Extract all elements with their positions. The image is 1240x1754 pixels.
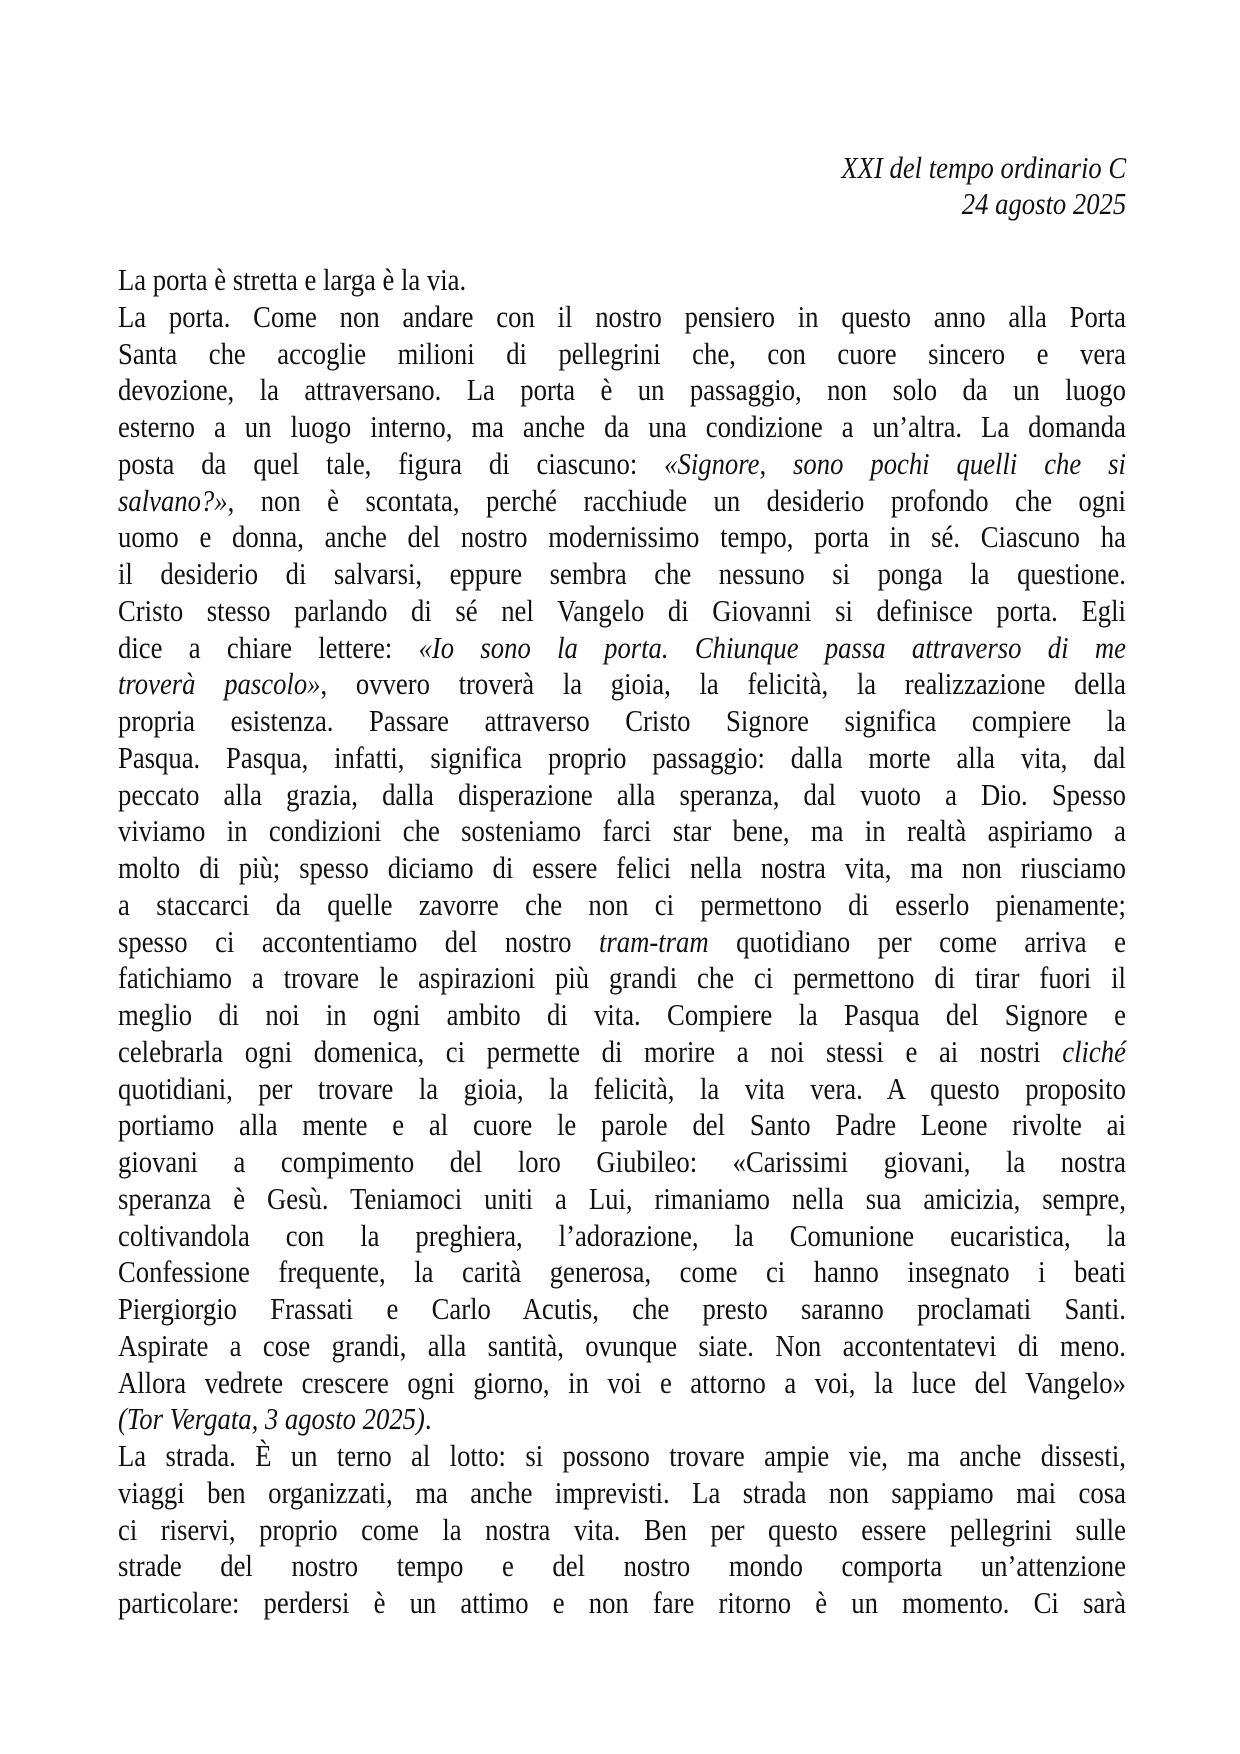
- text-segment: propria esistenza. Passare attraverso Cristo Signore significa compiere la: [118, 703, 1126, 738]
- text-segment: devozione, la attraversano. La porta è un passaggio, non solo da un luogo: [118, 372, 1126, 408]
- liturgical-celebration: XXI del tempo ordinario C: [841, 150, 1126, 185]
- text-line: [118, 997, 1126, 1034]
- text-segment: Cristo stesso parlando di sé nel Vangelo di Giovanni si definisce porta. Egli: [118, 592, 1126, 628]
- italic-text: (Tor Vergata, 3 agosto 2025): [118, 1401, 425, 1437]
- text-segment: ci riservi, proprio come la nostra vita. Ben per questo essere pellegrini sulle: [118, 1511, 1126, 1547]
- text-line: [118, 813, 1126, 850]
- text-line: [118, 666, 1126, 703]
- text-segment: esterno a un luogo interno, ma anche da una condizione a un’altra. La domanda: [118, 409, 1126, 444]
- text-segment: Pasqua. Pasqua, infatti, significa proprio passaggio: dalla morte alla vita, dal: [118, 739, 1126, 775]
- text-line: [118, 703, 1126, 740]
- text-segment: il desiderio di salvarsi, eppure sembra che nessuno si ponga la questione.: [118, 556, 1126, 591]
- text-line: [118, 299, 1126, 336]
- text-segment: celebrarla ogni domenica, ci permette di morire a noi stessi e ai nostri: [118, 1033, 1063, 1069]
- text-segment: La porta. Come non andare con il nostro pensiero in questo anno alla Porta: [118, 298, 1126, 334]
- text-segment: .: [424, 1401, 432, 1437]
- text-segment: quotidiano per come arriva e: [708, 923, 1126, 959]
- text-line: [118, 483, 1126, 520]
- text-segment: , non è scontata, perché racchiude un desiderio profondo che ogni: [227, 482, 1126, 518]
- text-line: [118, 740, 1126, 777]
- text-segment: posta da quel tale, figura di ciascuno:: [118, 445, 665, 481]
- text-line: [118, 372, 1126, 409]
- text-segment: La strada. È un terno al lotto: si possono trovare ampie vie, ma anche dissesti,: [118, 1438, 1126, 1473]
- text-segment: Piergiorgio Frassati e Carlo Acutis, che presto saranno proclamati Santi.: [118, 1291, 1126, 1326]
- text-line: [118, 630, 1126, 667]
- text-line: [118, 1438, 1126, 1475]
- text-line: [118, 1548, 1126, 1585]
- text-line: [118, 1475, 1126, 1512]
- italic-text: «Io sono la porta. Chiunque passa attraverso di me: [418, 629, 1126, 665]
- text-segment: Confessione frequente, la carità generosa, come ci hanno insegnato i beati: [118, 1254, 1126, 1290]
- italic-text: troverà pascolo»: [118, 666, 321, 702]
- document-header: [841, 150, 1126, 222]
- text-segment: , ovvero troverà la gioia, la felicità, la realizzazione della: [320, 666, 1126, 702]
- document-date: 24 agosto 2025: [961, 186, 1126, 221]
- italic-text: salvano?»: [118, 482, 228, 518]
- text-segment: fatichiamo a trovare le aspirazioni più grandi che ci permettono di tirar fuori il: [118, 960, 1126, 996]
- text-line: [118, 336, 1126, 373]
- text-line: [118, 1291, 1126, 1328]
- italic-text: tram-tram: [599, 923, 709, 959]
- text-line: [118, 1365, 1126, 1402]
- text-line: [118, 1107, 1126, 1144]
- text-line: [118, 1328, 1126, 1365]
- text-segment: a staccarci da quelle zavorre che non ci permettono di esserlo pienamente;: [118, 886, 1126, 922]
- text-line: [118, 887, 1126, 924]
- text-segment: viaggi ben organizzati, ma anche imprevisti. La strada non sappiamo mai cosa: [118, 1474, 1126, 1510]
- text-line: [118, 924, 1126, 961]
- text-line: [118, 1254, 1126, 1291]
- text-line: [118, 1071, 1126, 1108]
- text-segment: Santa che accoglie milioni di pellegrini che, con cuore sincero e vera: [118, 335, 1126, 371]
- text-segment: speranza è Gesù. Teniamoci uniti a Lui, rimaniamo nella sua amicizia, sempre,: [118, 1180, 1126, 1216]
- text-line: [118, 1144, 1126, 1181]
- text-line: [118, 960, 1126, 997]
- text-line: [118, 262, 1126, 299]
- text-line: [118, 1218, 1126, 1255]
- text-segment: viviamo in condizioni che sosteniamo farci star bene, ma in realtà aspiriamo a: [118, 813, 1126, 849]
- text-segment: Allora vedrete crescere ogni giorno, in voi e attorno a voi, la luce del Vangelo»: [118, 1364, 1126, 1400]
- text-segment: spesso ci accontentiamo del nostro: [118, 923, 600, 959]
- text-segment: peccato alla grazia, dalla disperazione alla speranza, dal vuoto a Dio. Spesso: [118, 776, 1126, 812]
- text-line: [118, 1401, 1126, 1438]
- italic-text: cliché: [1062, 1033, 1126, 1069]
- text-segment: La porta è stretta e larga è la via.: [118, 262, 467, 297]
- text-segment: dice a chiare lettere:: [118, 629, 419, 665]
- text-line: [118, 593, 1126, 630]
- text-line: [118, 1034, 1126, 1071]
- text-segment: particolare: perdersi è un attimo e non fare ritorno è un momento. Ci sarà: [118, 1585, 1126, 1620]
- text-segment: quotidiani, per trovare la gioia, la felicità, la vita vera. A questo proposito: [118, 1070, 1126, 1106]
- italic-text: «Signore, sono pochi quelli che si: [664, 445, 1126, 481]
- text-segment: portiamo alla mente e al cuore le parole del Santo Padre Leone rivolte ai: [118, 1107, 1126, 1143]
- text-segment: meglio di noi in ogni ambito di vita. Compiere la Pasqua del Signore e: [118, 997, 1126, 1032]
- text-segment: molto di più; spesso diciamo di essere felici nella nostra vita, ma non riusciamo: [118, 850, 1126, 885]
- text-segment: strade del nostro tempo e del nostro mondo comporta un’attenzione: [118, 1548, 1126, 1584]
- text-line: [118, 850, 1126, 887]
- text-line: [118, 1585, 1126, 1622]
- text-line: [118, 556, 1126, 593]
- text-line: [118, 777, 1126, 814]
- homily-text: [118, 262, 1126, 1622]
- text-line: [118, 519, 1126, 556]
- text-segment: giovani a compimento del loro Giubileo: «Carissimi giovani, la nostra: [118, 1144, 1126, 1179]
- text-segment: coltivandola con la preghiera, l’adorazione, la Comunione eucaristica, la: [118, 1217, 1126, 1253]
- text-line: [118, 1512, 1126, 1549]
- text-line: [118, 1181, 1126, 1218]
- text-line: [118, 446, 1126, 483]
- text-segment: uomo e donna, anche del nostro modernissimo tempo, porta in sé. Ciascuno ha: [118, 519, 1126, 555]
- text-line: [118, 409, 1126, 446]
- text-segment: Aspirate a cose grandi, alla santità, ovunque siate. Non accontentatevi di meno.: [118, 1327, 1126, 1363]
